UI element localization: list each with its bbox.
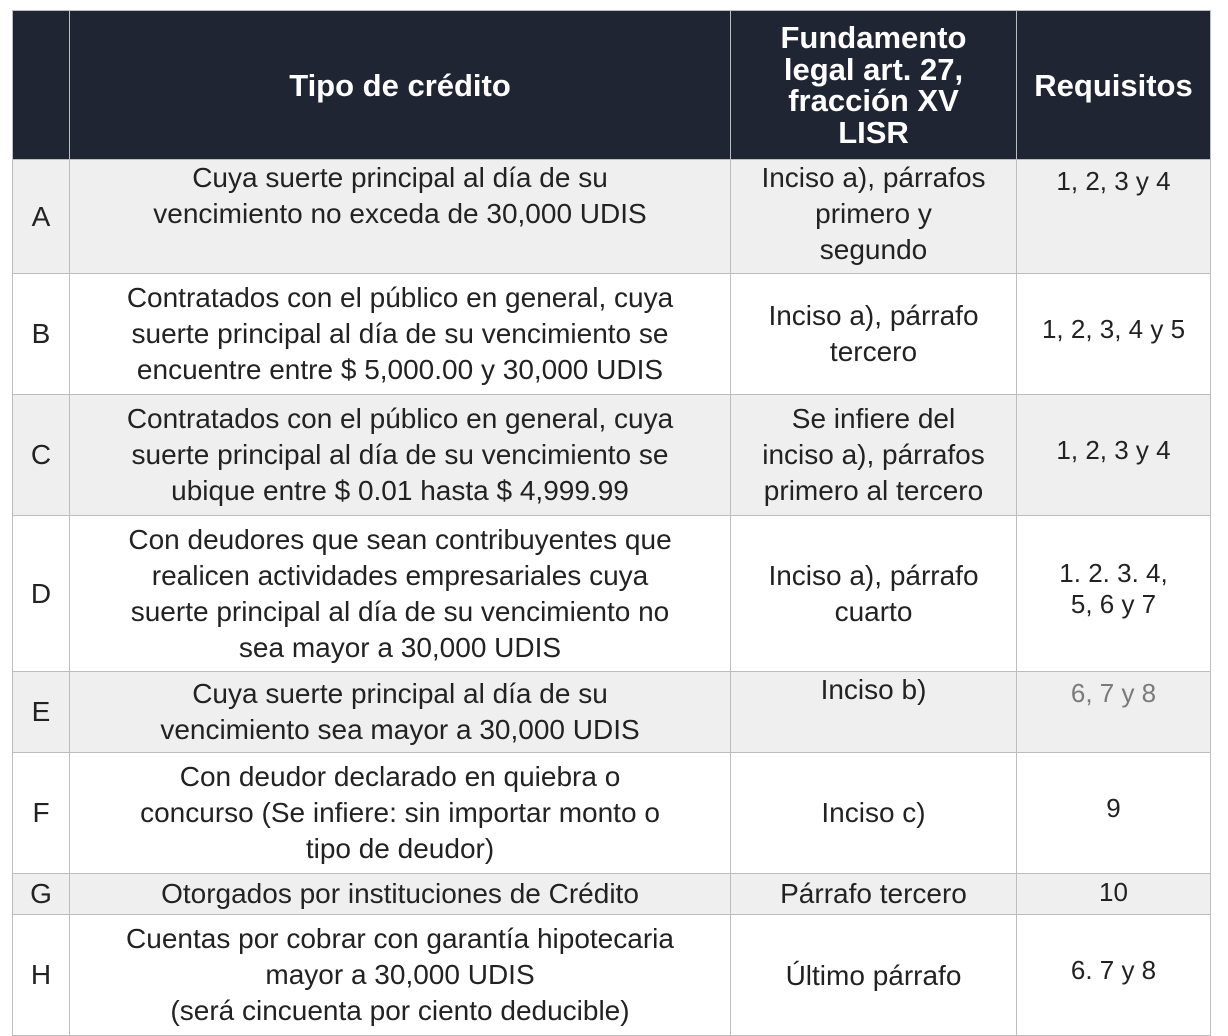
- tipo-line: tipo de deudor): [305, 833, 495, 864]
- tipo-line: Cuentas por cobrar con garantía hipotecaria: [126, 923, 674, 954]
- fundamento-cell: [731, 672, 1017, 753]
- tipo-line: vencimiento no exceda de 30,000 UDIS: [153, 198, 647, 229]
- row-letter: D: [13, 516, 70, 672]
- requisitos-line: 10: [1099, 876, 1128, 907]
- table-row: [13, 274, 1211, 395]
- fundamento-line: Inciso a), párrafo: [768, 559, 979, 591]
- header-requisitos: Requisitos: [1017, 11, 1211, 160]
- fundamento-line: cuarto: [834, 595, 913, 627]
- header-fundamento-line: LISR: [838, 114, 909, 150]
- fundamento-line: Último párrafo: [785, 960, 962, 991]
- row-letter: C: [13, 395, 70, 516]
- tipo-cell: [70, 753, 731, 874]
- requisitos-cell: [1017, 395, 1211, 516]
- table-row: [13, 753, 1211, 874]
- fundamento-cell: [731, 516, 1017, 672]
- requisitos-line: 9: [1106, 792, 1121, 823]
- tipo-line: (será cincuenta por ciento deducible): [170, 995, 630, 1026]
- tipo-line: suerte principal al día de su vencimiento se: [131, 439, 669, 470]
- header-fundamento-line: legal art. 27,: [783, 51, 964, 87]
- header-tipo: Tipo de crédito: [70, 11, 731, 160]
- fundamento-cell: [731, 874, 1017, 915]
- header-fundamento: [731, 11, 1017, 160]
- requisitos-cell: [1017, 753, 1211, 874]
- fundamento-cell: [731, 915, 1017, 1036]
- tipo-line: concurso (Se infiere: sin importar monto o: [140, 797, 660, 828]
- tipo-cell: [70, 672, 731, 753]
- table-row: [13, 915, 1211, 1036]
- fundamento-line: Inciso a), párrafos: [761, 162, 986, 193]
- requisitos-part: 6,: [1070, 678, 1093, 708]
- row-letter: B: [13, 274, 70, 395]
- row-letter: H: [13, 915, 70, 1036]
- header-fundamento-line: fracción XV: [788, 83, 959, 118]
- tipo-line: Otorgados por instituciones de Crédito: [161, 878, 639, 909]
- tipo-line: vencimiento sea mayor a 30,000 UDIS: [160, 714, 640, 745]
- credit-types-table: [12, 10, 1211, 1036]
- fundamento-cell: [731, 395, 1017, 516]
- requisitos-cell: [1017, 915, 1211, 1036]
- requisitos-line: 1, 2, 3 y 4: [1056, 166, 1171, 196]
- tipo-cell: [70, 915, 731, 1036]
- tipo-line: Cuya suerte principal al día de su: [192, 162, 608, 193]
- fundamento-line: Párrafo tercero: [780, 878, 967, 909]
- header-row: [13, 11, 1211, 160]
- tipo-line: ubique entre $ 0.01 hasta $ 4,999.99: [171, 475, 629, 506]
- requisitos-cell: [1017, 672, 1211, 753]
- fundamento-line: segundo: [819, 234, 928, 265]
- row-letter: F: [13, 753, 70, 874]
- fundamento-cell: [731, 274, 1017, 395]
- requisitos-cell: [1017, 516, 1211, 672]
- tipo-line: encuentre entre $ 5,000.00 y 30,000 UDIS: [136, 354, 664, 385]
- requisitos-line: 1, 2, 3 y 4: [1056, 434, 1171, 465]
- fundamento-line: primero al tercero: [763, 475, 984, 506]
- requisitos-line: 1, 2, 3, 4 y 5: [1041, 313, 1186, 344]
- requisitos-cell: [1017, 274, 1211, 395]
- tipo-line: Contratados con el público en general, cuya: [126, 282, 674, 313]
- table-row: [13, 874, 1211, 915]
- table-row: [13, 516, 1211, 672]
- fundamento-line: tercero: [829, 336, 918, 367]
- requisitos-line: [1021, 678, 1206, 709]
- table-row: [13, 672, 1211, 753]
- tipo-line: suerte principal al día de su vencimiento se: [131, 318, 669, 349]
- row-letter: A: [13, 160, 70, 274]
- fundamento-line: Inciso b): [820, 674, 927, 705]
- row-letter: E: [13, 672, 70, 753]
- fundamento-line: Inciso a), párrafo: [768, 300, 979, 331]
- requisitos-cell: [1017, 160, 1211, 274]
- tipo-line: suerte principal al día de su vencimiento no: [130, 595, 670, 627]
- tipo-cell: [70, 160, 731, 274]
- table-row: [13, 160, 1211, 274]
- requisitos-line: 6. 7 y 8: [1070, 954, 1157, 985]
- requisitos-line: 1. 2. 3. 4,: [1059, 557, 1168, 588]
- fundamento-line: Se infiere del: [791, 403, 956, 434]
- header-letter: [13, 11, 70, 160]
- tipo-line: Con deudores que sean contribuyentes que: [128, 523, 672, 555]
- tipo-line: realicen actividades empresariales cuya: [151, 559, 649, 591]
- tipo-line: mayor a 30,000 UDIS: [265, 959, 535, 990]
- tipo-line: Cuya suerte principal al día de su: [192, 678, 608, 709]
- tipo-line: Contratados con el público en general, cuya: [126, 403, 674, 434]
- fundamento-line: Inciso c): [821, 797, 926, 828]
- requisitos-line: 5, 6 y 7: [1070, 588, 1157, 619]
- fundamento-line: primero y: [815, 198, 932, 229]
- fundamento-line: inciso a), párrafos: [762, 439, 985, 470]
- tipo-line: Con deudor declarado en quiebra o: [179, 761, 621, 792]
- table-row: [13, 395, 1211, 516]
- header-fundamento-line: Fundamento: [780, 20, 967, 55]
- tipo-cell: [70, 274, 731, 395]
- tipo-cell: [70, 516, 731, 672]
- tipo-line: sea mayor a 30,000 UDIS: [238, 631, 562, 663]
- tipo-cell: [70, 874, 731, 915]
- requisitos-cell: [1017, 874, 1211, 915]
- requisitos-part: 7 y 8: [1092, 678, 1157, 708]
- tipo-cell: [70, 395, 731, 516]
- fundamento-cell: [731, 753, 1017, 874]
- row-letter: G: [13, 874, 70, 915]
- fundamento-cell: [731, 160, 1017, 274]
